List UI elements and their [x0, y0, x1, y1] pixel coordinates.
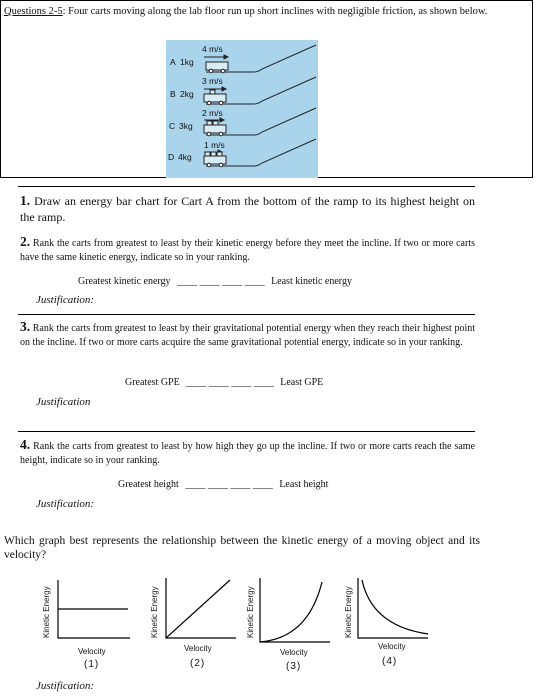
- justification-2: Justification:: [36, 294, 95, 306]
- cart-a-speed: 4 m/s: [202, 44, 223, 54]
- graph-1: [42, 576, 134, 672]
- cart-d-speed: 1 m/s: [204, 140, 225, 150]
- graph-2: [150, 576, 242, 672]
- graph-3: [246, 576, 338, 674]
- graph-3-svg: [246, 576, 338, 648]
- ranking-gpe-blanks[interactable]: ____ ____ ____ ____: [186, 377, 274, 388]
- graph-4-number: (4): [382, 656, 398, 667]
- graph-4-xlabel: Velocity: [378, 642, 406, 651]
- ranking-gpe-right: Least GPE: [280, 377, 324, 388]
- cart-b-label: B: [170, 89, 176, 99]
- intro-text: : Four carts moving along the lab floor run up short inclines with negligible friction, as shown below.: [62, 6, 488, 17]
- ranking-height-right: Least height: [279, 479, 329, 490]
- question-2: [20, 235, 475, 265]
- incline-diagram-svg: [166, 40, 318, 178]
- graph-3-ylabel: Kinetic Energy: [246, 586, 255, 638]
- cart-a-label: A: [170, 57, 176, 67]
- cart-c: [204, 125, 226, 133]
- graph-4-svg: [344, 576, 436, 646]
- cart-c-label: C: [169, 121, 176, 131]
- justification-4: Justification:: [36, 498, 95, 510]
- question-2-number: 2.: [20, 234, 31, 249]
- graph-1-svg: [42, 576, 134, 646]
- graph-3-curve: [260, 582, 322, 642]
- cart-b-mass: 2kg: [180, 89, 194, 99]
- graph-2-xlabel: Velocity: [184, 644, 212, 653]
- justification-5: Justification:: [36, 680, 95, 692]
- question-2-text: Rank the carts from greatest to least by their kinetic energy before they meet the incline. If two or more carts have the same kinetic energy, indicate so in your ranking.: [20, 238, 475, 263]
- ranking-gpe-left: Greatest GPE: [125, 377, 180, 388]
- graph-2-number: (2): [190, 658, 206, 669]
- question-1-text: Draw an energy bar chart for Cart A from the bottom of the ramp to its highest height on the ramp.: [20, 194, 476, 224]
- question-4-text: Rank the carts from greatest to least by how high they go up the incline. If two or more carts reach the same height, indicate so in your ranking.: [20, 441, 476, 466]
- ranking-height-left: Greatest height: [118, 479, 179, 490]
- question-1-number: 1.: [20, 193, 31, 208]
- rule-q4: [18, 431, 475, 432]
- question-3-text: Rank the carts from greatest to least by their gravitational potential energy when they reach their highest point on the incline. If two or more carts acquire the same gravitational potential energy, indicate so in your ranking.: [20, 323, 475, 348]
- graph-4-ylabel: Kinetic Energy: [344, 586, 353, 638]
- graph-4: [344, 576, 436, 672]
- graph-2-ylabel: Kinetic Energy: [150, 586, 159, 638]
- ranking-kinetic-right: Least kinetic energy: [271, 276, 352, 287]
- question-4-number: 4.: [20, 437, 31, 452]
- cart-d: [204, 156, 226, 164]
- ranking-kinetic-blanks[interactable]: ____ ____ ____ ____: [177, 276, 265, 287]
- question-1: [20, 193, 475, 225]
- justification-3: Justification: [36, 396, 91, 408]
- ranking-height-blanks[interactable]: ____ ____ ____ ____: [185, 479, 273, 490]
- ranking-height: [118, 479, 328, 490]
- intro-heading: Questions 2-5: [4, 6, 63, 17]
- ranking-kinetic: [78, 276, 352, 287]
- rule-top: [18, 186, 475, 187]
- graph-1-number: (1): [84, 659, 100, 670]
- graph-4-curve: [362, 580, 428, 634]
- question-3: [20, 320, 475, 350]
- ranking-kinetic-left: Greatest kinetic energy: [78, 276, 171, 287]
- cart-c-speed: 2 m/s: [202, 108, 223, 118]
- graph-3-xlabel: Velocity: [280, 648, 308, 657]
- graph-3-number: (3): [286, 661, 302, 672]
- graph-2-curve: [166, 580, 230, 638]
- intro-paragraph: [4, 4, 530, 20]
- graph-2-svg: [150, 576, 242, 646]
- question-3-number: 3.: [20, 319, 31, 334]
- rule-q3: [18, 314, 475, 315]
- cart-d-mass: 4kg: [178, 152, 192, 162]
- cart-a: [206, 62, 228, 70]
- cart-b: [204, 94, 226, 102]
- graph-1-xlabel: Velocity: [78, 647, 106, 656]
- ranking-gpe: [125, 377, 323, 388]
- question-4: [20, 438, 475, 468]
- graph-1-ylabel: Kinetic Energy: [42, 586, 51, 638]
- cart-d-label: D: [168, 152, 175, 162]
- cart-a-mass: 1kg: [180, 57, 194, 67]
- incline-diagram: [166, 40, 318, 178]
- cart-c-mass: 3kg: [179, 121, 193, 131]
- cart-b-speed: 3 m/s: [202, 76, 223, 86]
- question-5-text: Which graph best represents the relationship between the kinetic energy of a moving object and its velocity?: [4, 535, 480, 561]
